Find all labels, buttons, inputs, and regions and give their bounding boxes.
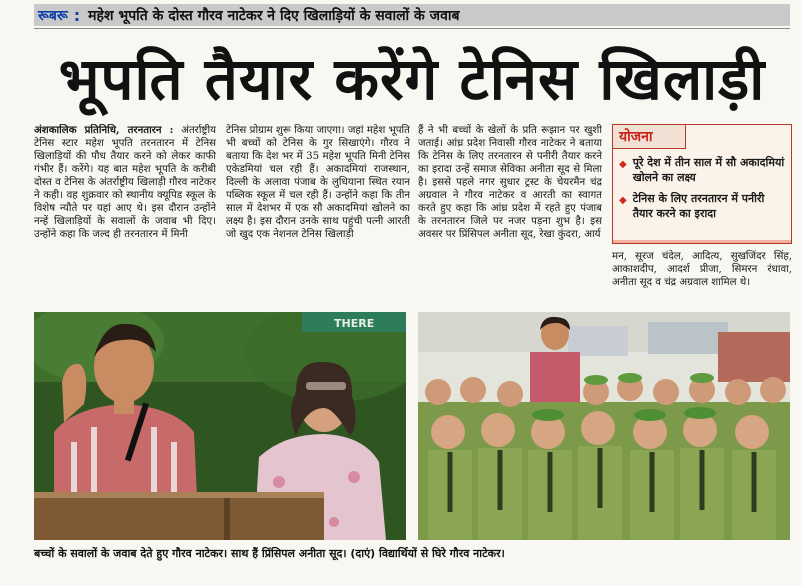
article-column-4 (612, 250, 792, 289)
photo-natekar-with-students (418, 312, 790, 540)
yojana-item (619, 155, 785, 185)
byline: अंशकालिक प्रतिनिधि, तरनतारन : (34, 124, 174, 136)
column-2-text: टेनिस प्रोग्राम शुरू किया जाएगा। जहां महेश भूपति भी बच्चों को टेनिस के गुर सिखाएंगे। गौरव ने बताया कि देश भर में 35 महेश भूपति मिनी टेनिस एकेडमियां चल रही हैं। अकादमियां राजस्थान, दिल्ली के अलावा पंजाब के लुधियाना स्थित रयान पब्लिक स्कूल में चल रही हैं। उन्होंने कहा कि तीन साल में देशभर में एक सौ अकादमियां खोलने का लक्ष्य है। इस दौरान उनके साथ पहुंची पत्नी आरती जो खुद एक नेशनल टेनिस खिलाड़ी (226, 125, 410, 240)
diamond-bullet-icon: ◆ (619, 159, 627, 170)
main-headline: भूपति तैयार करेंगे टेनिस खिलाड़ी (58, 45, 766, 113)
yojana-item-text: पूरे देश में तीन साल में सौ अकादमियां खोलने का लक्ष्य (632, 156, 785, 184)
banner-text: THERE (334, 317, 375, 330)
section-strip (34, 4, 790, 26)
article-column-2 (226, 124, 410, 306)
photo-caption: बच्चों के सवालों के जवाब देते हुए गौरव नाटेकर। साथ हैं प्रिंसिपल अनीता सूद। (दाएं) विद्यार्थियों से घिरे गौरव नाटेकर। (34, 547, 505, 560)
column-1-text: अंतर्राष्ट्रीय टेनिस स्टार महेश भूपति तरनतारन में टेनिस खिलाड़ियों की पौध तैयार करने को लेकर काफी गंभीर हैं। करेंगे। यह बात महेश भूपति के करीबी दोस्त व टेनिस के अंतर्राष्ट्रीय खिलाड़ी गौरव नाटेकर ने कही। वह शुक्रवार को स्थानीय क्यूपिड स्कूल के विशेष न्यौते पर यहां आए थे। इस दौरान उन्होंने नन्हें खिलाड़ियों के सवालों के जवाब भी दिए। उन्होंने कहा कि जल्द ही तरनतारन में मिनी (34, 125, 216, 240)
article-column-1 (34, 124, 216, 306)
photo-2-illustration (418, 312, 790, 540)
column-3-text: हैं ने भी बच्चों के खेलों के प्रति रूझान पर खुशी जताई। आंध्र प्रदेश निवासी गौरव नाटेकर ने बताया कि टेनिस के लिए तरनतारन से पनीरी तैयार करने का इरादा उन्हें समाज सेविका अनीता सूद से मिला है। इससे पहले नगर सुधार ट्रस्ट के चेयरमैन चंद्र अग्रवाल ने गौरव नाटेकर व आरती का स्वागत करते हुए कहा कि आंध्र प्रदेश में रहते हुए पंजाब के तरनतारन जिले पर नजर पड़ना शुभ है। इस अवसर पर प्रिंसिपल अनीता सूद, रेखा कुंदरा, आर्य (418, 125, 602, 240)
article-column-3 (418, 124, 602, 306)
kicker-separator: : (73, 5, 81, 25)
subheadline: महेश भूपति के दोस्त गौरव नाटेकर ने दिए खिलाड़ियों के सवालों के जवाब (88, 7, 460, 24)
header-rule (34, 28, 790, 29)
yojana-heading: योजना (613, 125, 686, 149)
yojana-bottom-rule (613, 240, 791, 243)
photo-1-illustration (34, 312, 406, 540)
photo-natekar-with-principal (34, 312, 406, 540)
section-kicker: रूबरू (38, 7, 68, 24)
yojana-box (612, 124, 792, 244)
diamond-bullet-icon: ◆ (619, 195, 627, 206)
yojana-item-text: टेनिस के लिए तरनतारन में पनीरी तैयार करने का इरादा (632, 192, 765, 220)
column-4-text: मन, सूरज चंदेल, आदित्य, सुखजिंदर सिंह, आकाशदीप, आदर्श प्रीजा, सिमरन रंधावा, अनीता सूद व चंद्र अग्रवाल शामिल थे। (612, 251, 792, 288)
yojana-item (619, 191, 785, 221)
